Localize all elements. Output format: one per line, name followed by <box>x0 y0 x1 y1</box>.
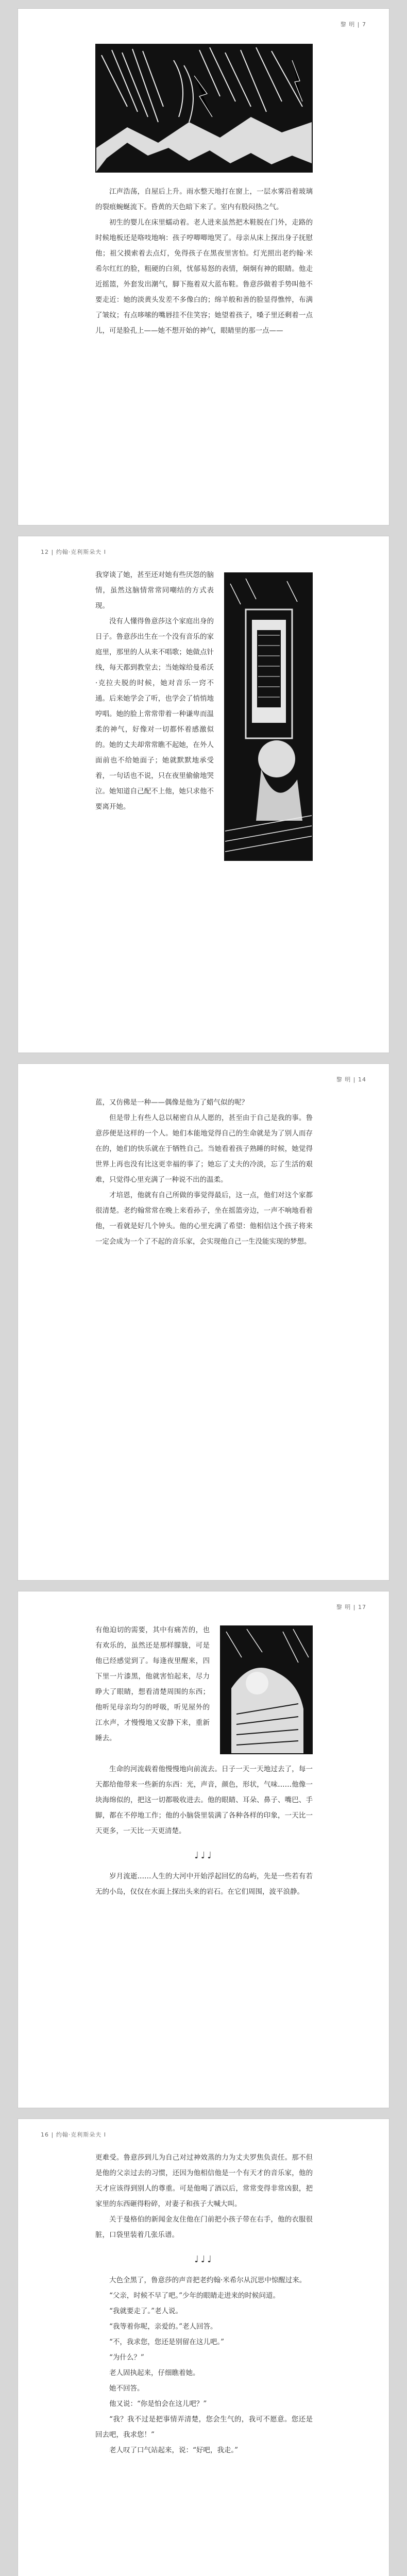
page-4-body-bottom <box>95 1761 313 1900</box>
book-page-5 <box>18 2119 389 2576</box>
paragraph: 生命的河流载着他慢慢地向前流去。日子一天一天地过去了，每一天都给他带来一些新的东西：光，声音，颜色，形状，气味……他像一块海绵似的，把这一切都吸收进去。他的眼睛、耳朵、鼻子、嘴巴、手脚，都在不停地工作；他的小脑袋里装满了各种各样的印象，一天比一天更多，一天比一天更清楚。 <box>95 1765 313 1835</box>
music-notes-separator: ♩♩♩ <box>194 1850 214 1861</box>
page-header: 黎 明 | 7 <box>340 21 366 28</box>
woodcut-illustration-storm <box>95 44 313 173</box>
paragraph: 蓝，又仿佛是一种——偶像是他为了蜡气似的呢？ <box>95 1098 248 1107</box>
storm-illustration-icon <box>96 45 312 172</box>
music-notes-separator: ♩♩♩ <box>194 2254 214 2265</box>
page-header: 黎 明 | 17 <box>336 1604 366 1611</box>
paragraph: 初生的婴儿在床里蠕动着。老人进来虽然把木鞋脱在门外，走路的时候地板还是咯吱地响：孩子哼唧唧地哭了。母亲从床上探出身子抚慰他；祖父摸索着去点灯，免得孩子在黑夜里害怕。灯光照出老约翰·米希尔红红的脸，粗硬的白须，忧郁易怒的表情，炯炯有神的眼睛。他走近摇篮，外套发出潮气，脚下拖着双大蓝布鞋。鲁意莎做着手势叫他不要走近：她的淡黄头发差不多像白的；绵羊般和善的脸显得憔悴，布满了皱纹；有点哆嗦的嘴唇挂不住笑容；她望着孩子，嗓子里还剩着一点儿，可是脸孔上——她不想开始的神气，眼睛里的那一点—— <box>95 218 313 335</box>
paragraph: 没有人懂得鲁意莎这个家庭出身的日子。鲁意莎出生在一个没有音乐的家庭里，那里的人从来不唱歌；她做点针线，每天都到教堂去；当她嫁给曼希沃·克拉夫脱的时候，她对音乐一窍不通。后来她学会了听，也学会了悄悄地哼唱。她的脸上常常带着一种谦卑而温柔的神气，好像对一切都怀着感激似的。她的丈夫却常常瞧不起她，在外人面前也不给她面子；她就默默地承受着，一句话也不说，只在夜里偷偷地哭泣。她知道自己配不上他，她只求他不要离开她。 <box>95 617 214 811</box>
bed-scene-illustration-icon <box>221 1626 312 1753</box>
page-header: 黎 明 | 14 <box>336 1076 366 1083</box>
page-2-body <box>95 567 214 815</box>
paragraph: “为什么？” <box>109 2353 144 2362</box>
page-5-body <box>95 2150 313 2458</box>
paragraph: 江声浩荡，自屋后上升。雨水整天地打在窗上，一层水雾沿着玻璃的裂痕蜿蜒流下。昏黄的天色暗下来了。室内有股闷热之气。 <box>95 188 313 211</box>
page-4-body-top <box>95 1622 210 1746</box>
paragraph: 他又说：“你是怕会在这儿吧？” <box>109 2400 207 2408</box>
woodcut-illustration-bed <box>220 1625 313 1754</box>
book-page-4 <box>18 1591 389 2108</box>
paragraph: 我穿谈了她，甚至还对她有些厌怨的脑情，虽然这脑情常常同嘲结的方式表现。 <box>95 571 214 610</box>
paragraph: 但是带上有些人总以秘密自从人愿的，甚至由于自己是我的事。鲁意莎便是这样的一个人。她们本能地觉得自己的生命就是为了别人而存在的，她们的快乐就在于牺牲自己。当她看着孩子熟睡的时候，她觉得世界上再也没有比这更幸福的事了；她忘了丈夫的冷淡，忘了生活的艰难，只觉得心里充满了一种说不出的温柔。 <box>95 1114 313 1184</box>
book-page-3 <box>18 1063 389 1581</box>
paragraph: “不，我求您，您还是别留在这儿吧。” <box>109 2338 225 2346</box>
paragraph: 更难受。鲁意莎到儿为自己对过神效蒸的力为丈夫罗焦负责任。那不但是他的父亲过去的习惯，还因为他相信他是一个有天才的音乐家，他的天才应该得到别人的尊重。可是他喝了酒以后，常常变得非常凶狠，把家里的东西砸得粉碎，对妻子和孩子大喊大叫。 <box>95 2154 313 2208</box>
paragraph: 老人固执起来，仔细瞧着她。 <box>109 2369 200 2377</box>
page-3-body <box>95 1095 313 1249</box>
paragraph: 才培恩，他就有自己所做的事觉得最后，这一点，他们对这个家都很清楚。老约翰常常在晚上来看孙子，坐在摇篮旁边，一声不响地看着他，一看就是好几个钟头。他的心里充满了希望：他相信这个孩子将来一定会成为一个了不起的音乐家，会实现他自己一生没能实现的梦想。 <box>95 1191 313 1246</box>
book-page-2 <box>18 536 389 1053</box>
paragraph: 关于曼格伯的新闻金友住他在门前把小孩子带在右手，他的衣服很脏，口袋里装着几张乐谱。 <box>95 2215 313 2239</box>
paragraph: 她不回答。 <box>109 2384 144 2393</box>
paragraph: 岁月流逝……人生的大河中开始浮起回忆的岛屿，先是一些若有若无的小岛，仅仅在水面上探出头来的岩石。在它们周围，波平浪静。 <box>95 1872 313 1896</box>
paragraph: “我就要走了。”老人说。 <box>109 2307 183 2315</box>
paragraph: 老人叹了口气站起来，说：“好吧，我走。” <box>109 2446 239 2454</box>
page-1-body <box>95 184 313 338</box>
page-header: 12 | 约翰·克利斯朵夫 I <box>41 549 106 555</box>
room-illustration-icon <box>225 573 312 860</box>
paragraph: “我？我不过是把事情弄清楚，您会生气的，我可不愿意。您还是回去吧，我求您！” <box>95 2415 313 2439</box>
woodcut-illustration-interior <box>224 572 313 861</box>
book-page-1 <box>18 8 389 526</box>
paragraph: “我等着你呢，亲爱的。”老人回答。 <box>109 2323 217 2331</box>
page-header: 16 | 约翰·克利斯朵夫 I <box>41 2131 106 2138</box>
paragraph: 大色全黑了，鲁意莎的声音把老约翰·米希尔从沉思中惊醒过来。 <box>109 2276 307 2284</box>
paragraph: “父亲，时候不早了吧。”少年的眼睛走进来的时候问道。 <box>109 2292 280 2300</box>
paragraph: 有他迫切的需要，其中有痛苦的，也有欢乐的，虽然还是那样朦胧，可是他已经感觉到了。每逢夜里醒来，四下里一片漆黑，他就害怕起来，尽力睁大了眼睛，想看清楚周围的东西；他听见母亲均匀的呼吸，听见屋外的江水声，才慢慢地又安静下来，重新睡去。 <box>95 1626 210 1742</box>
